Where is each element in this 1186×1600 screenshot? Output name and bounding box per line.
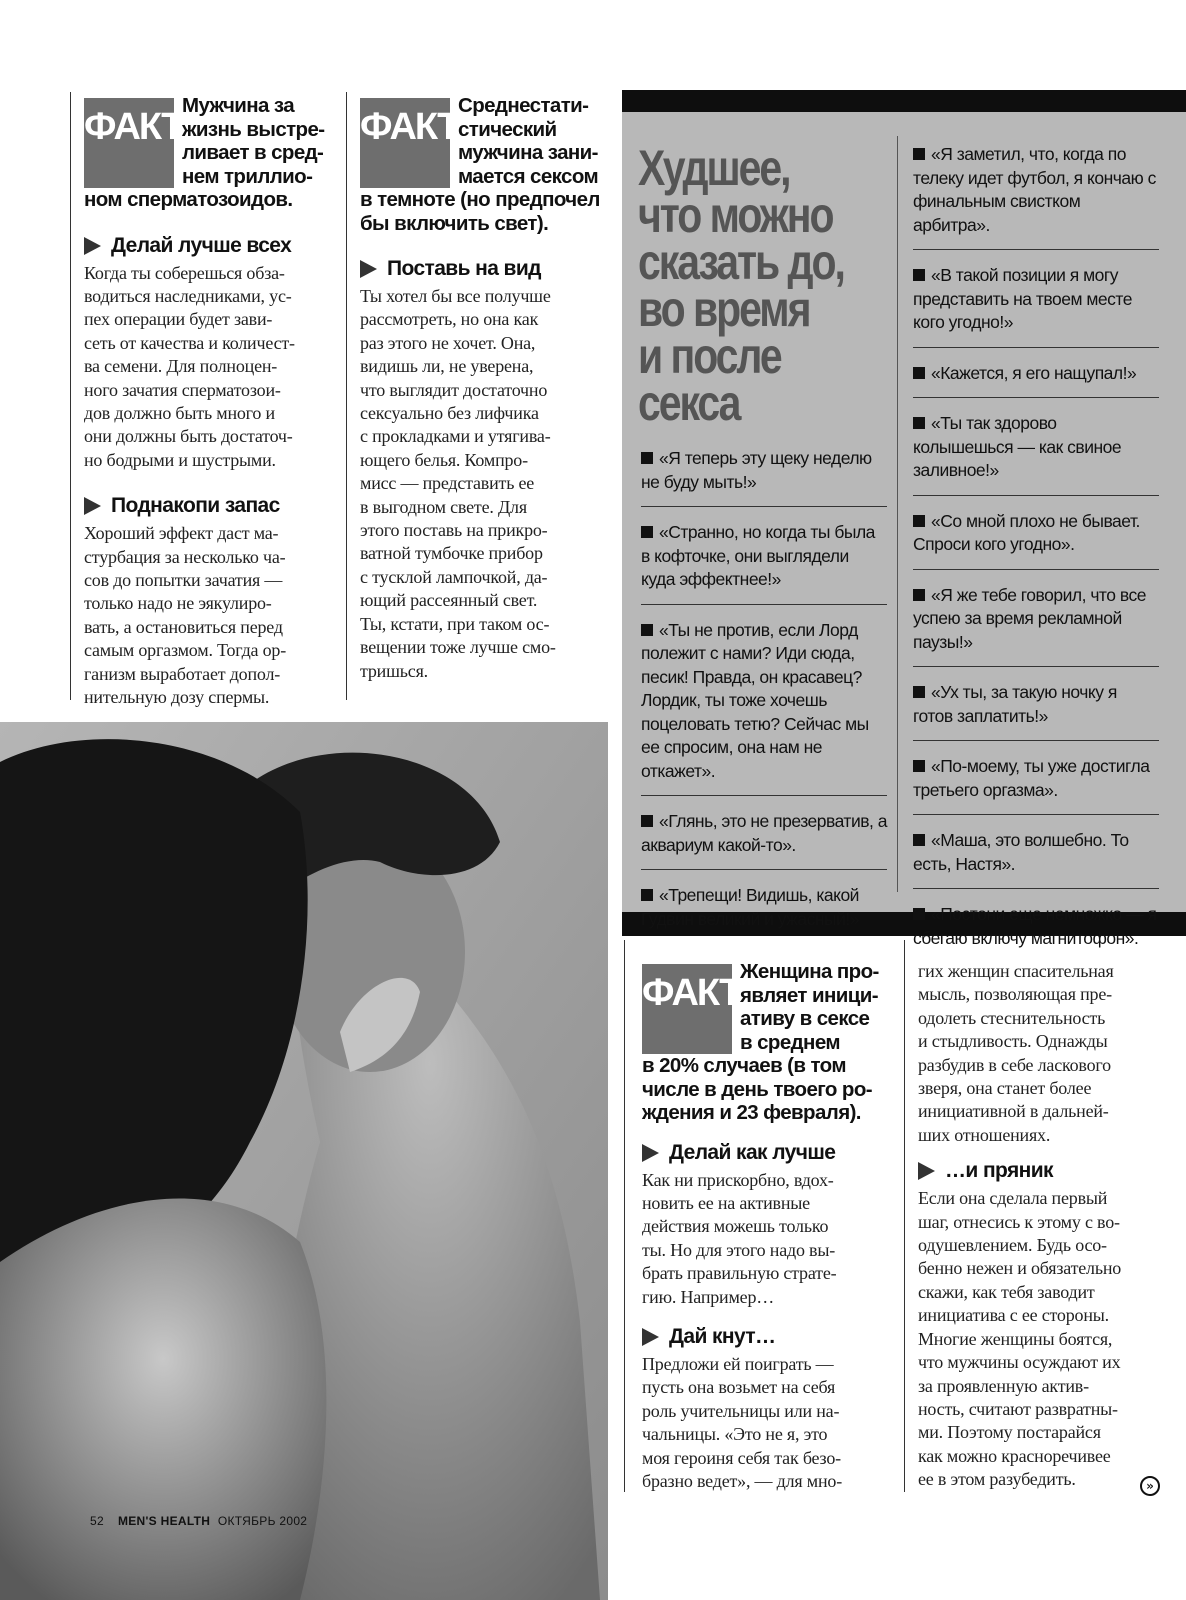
square-bullet-icon [913,269,925,281]
triangle-bullet-icon [84,237,101,255]
box-divider [897,136,898,892]
page-number: 52 [90,1514,104,1528]
quote-item: «Ты так здорово колышешься — как свиное заливное!» [913,398,1159,496]
quote-item: «Я же тебе говорил, что все успею за время рекламной паузы!» [913,570,1159,668]
magazine-name: MEN'S HEALTH [117,1514,211,1528]
body-text: Когда ты соберешься обза- водиться наследниками, ус- пех операции будет зави- сеть от качества и количест- ва семени. Для полноцен- ного зачатия сперматозои- дов должно быть много и они должны быть достаточ- но бодрыми и шустрыми. [84,262,295,470]
body-text: Хороший эффект даст ма- стурбация за несколько ча- сов до попытки зачатия — только надо не эякулиро- вать, а остановиться перед самым оргазмом. Тогда ор- ганизм выработает допол- нительную дозу спермы. [84,523,287,707]
fact-block [642,960,896,1125]
quote-item: «Со мной плохо не бывает. Спроси кого угодно». [913,496,1159,570]
column-rule [70,92,71,700]
square-bullet-icon [641,889,653,901]
square-bullet-icon [913,515,925,527]
box-top-bar [622,90,1186,112]
quote-item: «Я заметил, что, когда по телеку идет футбол, я кончаю с финальным свистком арбитра». [913,134,1159,250]
issue-date: ОКТЯБРЬ 2002 [217,1514,308,1528]
fact-text: Мужчина за жизнь выстре- ливает в сред- нем триллио- ном сперматозоидов. [84,94,325,211]
continue-arrow-icon: » [1140,1476,1160,1496]
couple-photo [0,722,608,1600]
body-text: Предложи ей поиграть — пусть она возьмет на себя роль учительницы или на- чальницы. «Это не я, это моя героиня себя так безо- бразно ведет», — для мно- [642,1353,842,1491]
square-bullet-icon [641,624,653,636]
triangle-bullet-icon [84,497,101,515]
quote-item: «Глянь, это не презерватив, а аквариум какой-то». [641,796,887,870]
column-3 [642,960,896,1493]
fact-badge: ФАКТ [360,98,450,188]
quote-item: «Постони еще немножко — я сбегаю включу магнитофон». [913,904,1157,948]
quote-item: «Ух ты, за такую ночку я готов заплатить!» [913,667,1159,741]
column-4 [918,960,1168,1492]
triangle-bullet-icon [360,260,377,278]
subheading: Делай как лучше [642,1141,896,1165]
column-rule [624,940,625,1492]
subheading: Дай кнут… [642,1325,896,1349]
column-rule [346,92,347,700]
quote-item: «Трепещи! Видишь, какой Гудвин великий и ужасный!» [641,885,859,929]
square-bullet-icon [913,417,925,429]
fact-text: Среднестати- стический мужчина зани- мается сексом в темноте (но предпочел бы включить свет). [360,94,600,235]
quote-item: «Странно, но когда ты была в кофточке, они выглядели куда эффектнее!» [641,507,887,605]
fact-text: Женщина про- являет иници- ативу в сексе в среднем в 20% случаев (в том числе в день твоего ро- ждения и 23 февраля). [642,960,879,1124]
left-quotes [641,438,887,943]
subheading: Поднакопи запас [84,494,336,518]
quote-item: «Кажется, я его нащупал!» [913,348,1159,399]
subheading: …и пряник [918,1159,1168,1183]
column-2 [360,94,610,683]
photo-illustration [0,722,608,1600]
square-bullet-icon [913,367,925,379]
column-rule [904,940,905,1492]
body-text: Если она сделала первый шаг, отнесись к этому с во- одушевлением. Будь осо- бенно нежен и обязательно скажи, как тебя заводит инициатива с ее стороны. Многие женщины боятся, что мужчины осуждают их за проявленную актив- ность, считают развратны- ми. Поэтому постарайся как можно красноречивее ее в этом разубедить. [918,1188,1122,1490]
square-bullet-icon [641,452,653,464]
quote-item: «Маша, это волшебно. То есть, Настя». [913,815,1159,889]
right-quotes [913,134,1159,962]
quote-item: «Я теперь эту щеку неделю не буду мыть!» [641,438,887,507]
column-1 [84,94,336,709]
quote-item: «По-моему, ты уже достигла третьего оргазма». [913,741,1159,815]
box-title: Худшее, что можно сказать до, во время и после секса [638,140,844,431]
triangle-bullet-icon [642,1144,659,1162]
fact-block [84,94,336,212]
body-text: гих женщин спасительная мысль, позволяющая пре- одолеть стеснительность и стыдливость. Однажды разбудив в себе ласкового зверя, она станет более инициативной в дальней- ших отношениях. [918,961,1114,1145]
page-footer [90,1514,307,1528]
body-text: Ты хотел бы все получше рассмотреть, но она как раз этого не хочет. Она, видишь ли, не уверена, что выглядит достаточно сексуально без лифчика с прокладками и утягива- ющего белья. Компро- мисс — представить ее в выгодном свете. Для этого поставь на прикро- ватной тумбочке прибор с тусклой лампочкой, да- ющий рассеянный свет. Ты, кстати, при таком ос- вещении тоже лучше смо- тришься. [360,286,556,681]
fact-badge: ФАКТ [642,964,732,1054]
fact-badge: ФАКТ [84,98,174,188]
fact-block [360,94,610,235]
subheading: Поставь на вид [360,257,610,281]
square-bullet-icon [913,760,925,772]
triangle-bullet-icon [918,1162,935,1180]
triangle-bullet-icon [642,1328,659,1346]
quote-item: «В такой позиции я могу представить на твоем месте кого угодно!» [913,250,1159,348]
quote-item: «Ты не против, если Лорд полежит с нами? Иди сюда, песик! Правда, он красавец? Лордик, ты тоже хочешь поцеловать тетю? Сейчас мы ее спросим, она нам не откажет». [641,605,887,797]
square-bullet-icon [913,148,925,160]
square-bullet-icon [913,834,925,846]
square-bullet-icon [913,686,925,698]
body-text: Как ни прискорбно, вдох- новить ее на активные действия можешь только ты. Но для этого надо вы- брать правильную страте- гию. Например… [642,1169,837,1307]
square-bullet-icon [913,908,925,920]
square-bullet-icon [913,589,925,601]
square-bullet-icon [641,815,653,827]
subheading: Делай лучше всех [84,234,336,258]
square-bullet-icon [641,526,653,538]
